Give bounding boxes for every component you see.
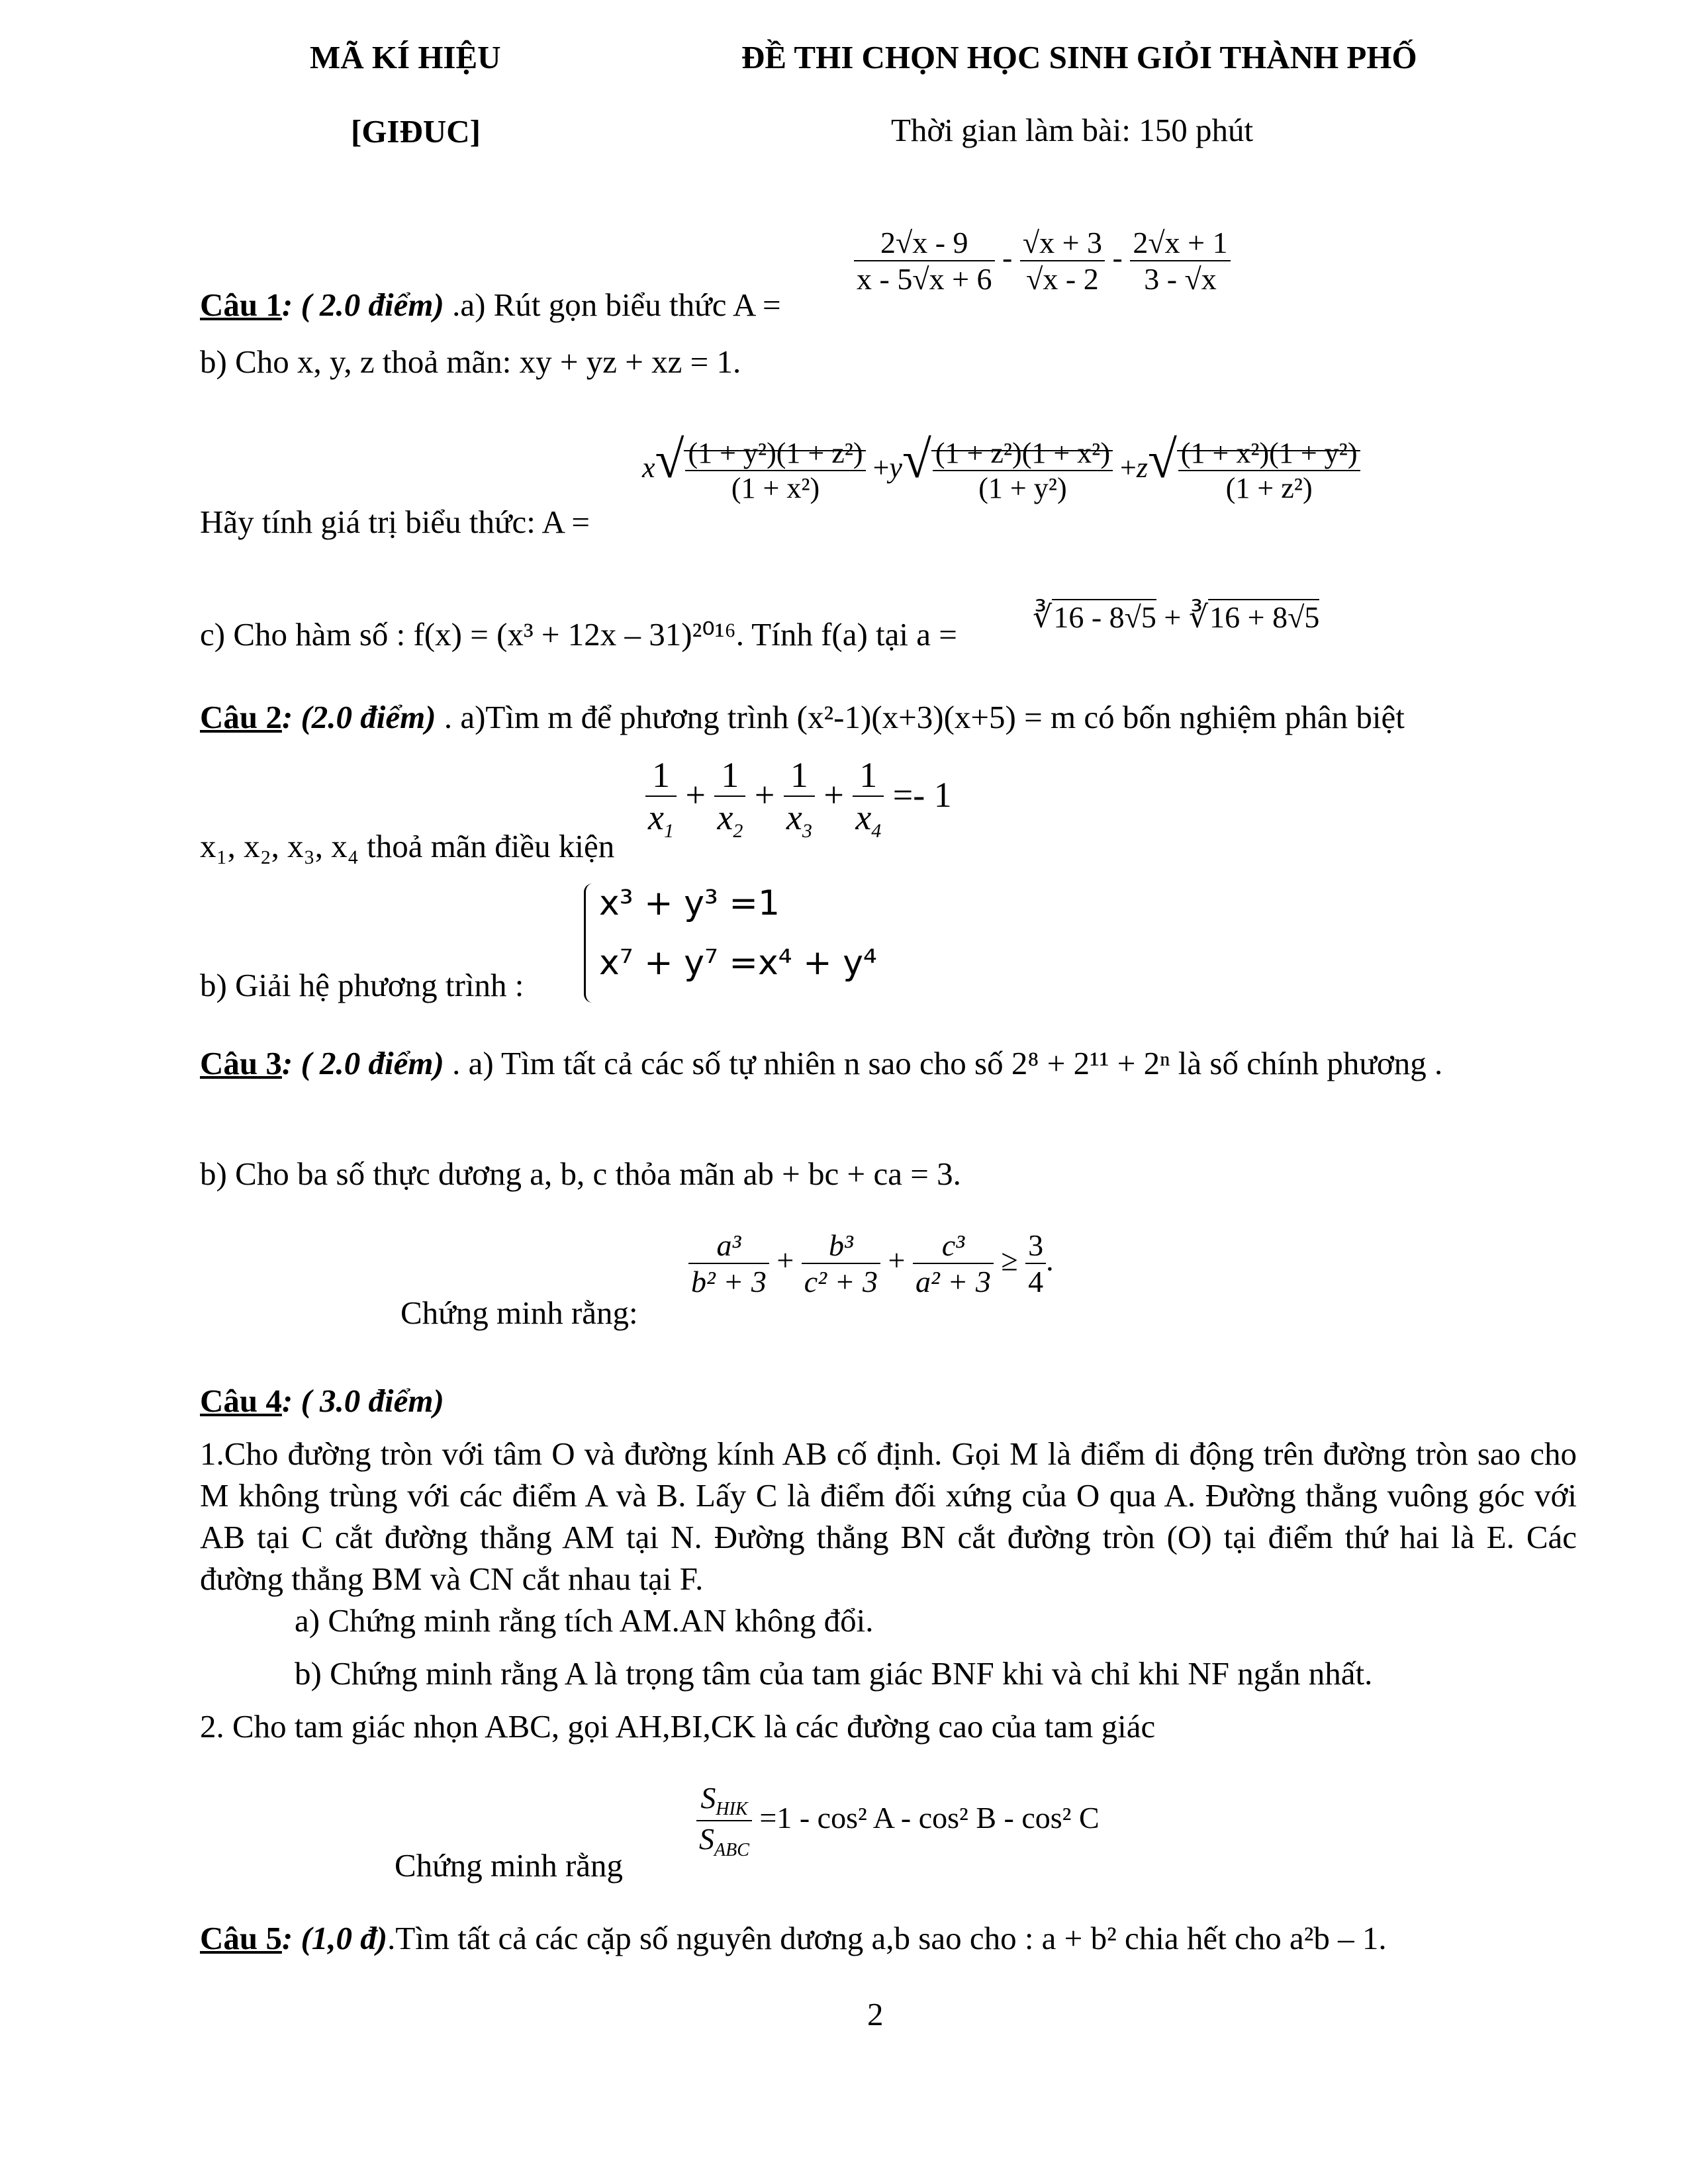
system-brace xyxy=(584,884,592,1003)
q1-part-c: c) Cho hàm số : f(x) = (x³ + 12x – 31)²⁰¹⁶. Tính f(a) tại a = xyxy=(200,616,957,653)
q4-s-num: S xyxy=(700,1781,716,1815)
q2-condition-rhs: =- 1 xyxy=(892,774,952,815)
exam-duration: Thời gian làm bài: 150 phút xyxy=(891,112,1254,148)
q1-rad3-den: (1 + z²) xyxy=(1225,471,1313,504)
q4-s-den-sub: ABC xyxy=(714,1840,749,1861)
q1-part-a: .a) Rút gọn biểu thức A = xyxy=(444,287,781,323)
q3-f1-num: a³ xyxy=(716,1228,741,1262)
q3-inequality: $\frac{\text{a³}}{\text{b² + 3}}$ + $\frac{\text{b³}}{\text{c² + 3}}$ + $\frac{\text{c³}}{\text{a² + 3}}$ ≥ $\frac{3}{4}$ . xyxy=(688,1228,1054,1299)
q4-problem-2: 2. Cho tam giác nhọn ABC, gọi AH,BI,CK là các đường cao của tam giác xyxy=(200,1708,1156,1745)
q2-line-a xyxy=(200,698,1405,736)
q1-cbrt1: 16 - 8√5 xyxy=(1053,600,1156,634)
q5-label: Câu 5 xyxy=(200,1920,282,1956)
q1-expression-b: x√ $\frac{\text{(1 + y²)(1 + z²)}}{\text{(1 + x²)}}$ +y√ $\frac{\text{(1 + z²)(1 + x²)}}{\text{(1 + y²)}}$ +z√ $\frac{\text{(1 + x²)(1 + y²)}}{\text{(1 + z²)}}$ xyxy=(642,430,1360,505)
q4-s-num-sub: HIK xyxy=(716,1799,748,1820)
q3-f2-den: c² + 3 xyxy=(804,1265,878,1298)
q4-problem-1a: a) Chứng minh rằng tích AM.AN không đổi. xyxy=(295,1602,874,1639)
q3-f3-den: a² + 3 xyxy=(915,1265,991,1298)
q3-label: Câu 3 xyxy=(200,1045,282,1081)
exam-code-label: MÃ KÍ HIỆU xyxy=(310,39,501,75)
q3-rhs-num: 3 xyxy=(1028,1228,1044,1262)
q1-frac2-num: √x + 3 xyxy=(1022,226,1103,259)
q2-system-eq2: x⁷ + y⁷ =x⁴ + y⁴ xyxy=(599,943,877,983)
q1-frac3 xyxy=(1130,225,1230,296)
q2-condition: x₁, x₂, x₃, x₄ thoả mãn điều kiện xyxy=(200,828,615,864)
q1-label: Câu 1 xyxy=(200,287,282,323)
q2-part-a: . a)Tìm m để phương trình (x²-1)(x+3)(x+5) = m có bốn nghiệm phân biệt xyxy=(436,699,1405,735)
q4-heading xyxy=(200,1382,444,1420)
q4-points: : ( 3.0 điểm) xyxy=(281,1383,444,1419)
q1-expression-a: $\frac{2√x - 9}{x - 5√x + 6}$ - $\frac{√x + 3}{√x - 2}$ - $\frac{2√x + 1}{3 - √x}$ xyxy=(854,225,1231,296)
q4-area-rhs: =1 - cos² A - cos² B - cos² C xyxy=(759,1800,1100,1835)
page-number: 2 xyxy=(867,1996,884,2032)
q4-label: Câu 4 xyxy=(200,1383,282,1419)
q2-reciprocal-sum: $\frac{1}{x_1}$ + $\frac{1}{x_2}$ + $\frac{1}{x_3}$ + $\frac{1}{x_4}$ =- 1 xyxy=(645,754,952,842)
q3-points: : ( 2.0 điểm) xyxy=(281,1045,444,1081)
exam-title: ĐỀ THI CHỌN HỌC SINH GIỎI THÀNH PHỐ xyxy=(741,39,1417,75)
q3-line-a xyxy=(200,1044,1442,1082)
q1-rad1-den: (1 + x²) xyxy=(731,471,820,504)
q1-line-a xyxy=(200,286,781,324)
q2-system-eq1: x³ + y³ =1 xyxy=(599,884,780,923)
q1-rad2-den: (1 + y²) xyxy=(978,471,1067,504)
q4-s-den: S xyxy=(699,1822,714,1856)
q1-frac2 xyxy=(1020,225,1105,296)
exam-code-tag: [GIĐUC] xyxy=(351,113,481,150)
q3-part-a: . a) Tìm tất cả các số tự nhiên n sao cho số 2⁸ + 2¹¹ + 2ⁿ là số chính phương . xyxy=(444,1045,1443,1081)
q1-expression-c: ∛16 - 8√5 + ∛16 + 8√5 xyxy=(1033,600,1320,634)
q1-frac1-den: x - 5√x + 6 xyxy=(857,262,992,296)
q3-rhs-den: 4 xyxy=(1028,1265,1044,1298)
q1-frac2-den: √x - 2 xyxy=(1026,262,1099,296)
q2-points: : (2.0 điểm) xyxy=(281,699,436,735)
q4-area-formula xyxy=(696,1780,1100,1861)
q1-frac1 xyxy=(854,225,995,296)
q3-f2-num: b³ xyxy=(829,1228,853,1262)
q1-frac1-num: 2√x - 9 xyxy=(880,226,968,259)
q1-frac3-num: 2√x + 1 xyxy=(1133,226,1228,259)
q4-problem-1b: b) Chứng minh rằng A là trọng tâm của tam giác BNF khi và chỉ khi NF ngắn nhất. xyxy=(295,1655,1373,1692)
q5-text: .Tìm tất cả các cặp số nguyên dương a,b sao cho : a + b² chia hết cho a²b – 1. xyxy=(387,1920,1387,1956)
q3-f3-num: c³ xyxy=(941,1228,965,1262)
q2-part-b: b) Giải hệ phương trình : xyxy=(200,967,524,1003)
q1-rad1-num: (1 + y²)(1 + z²) xyxy=(688,436,863,469)
q1-rad2-num: (1 + z²)(1 + x²) xyxy=(935,436,1111,469)
q3-prove-label: Chứng minh rằng: xyxy=(400,1295,638,1331)
q3-part-b: b) Cho ba số thực dương a, b, c thỏa mãn ab + bc + ca = 3. xyxy=(200,1156,961,1192)
q4-problem-1: 1.Cho đường tròn với tâm O và đường kính AB cố định. Gọi M là điểm di động trên đường tròn sao cho M không trùng với các điểm A và B. Lấy C là điểm đối xứng của O qua A. Đường thẳng vuông góc với AB tại C cắt đường thẳng AM tại N. Đường thẳng BN cắt đường tròn (O) tại điểm thứ hai là E. Các đường thẳng BM và CN cắt nhau tại F. xyxy=(200,1435,1577,1597)
q1-part-b: b) Cho x, y, z thoả mãn: xy + yz + xz = 1. xyxy=(200,343,741,380)
q1-points: : ( 2.0 điểm) xyxy=(281,287,444,323)
q1-cbrt2: 16 + 8√5 xyxy=(1209,600,1320,634)
q1-frac3-den: 3 - √x xyxy=(1144,262,1217,296)
q5-points: : (1,0 đ) xyxy=(281,1920,388,1956)
q3-f1-den: b² + 3 xyxy=(691,1265,767,1298)
q5-line xyxy=(200,1919,1387,1957)
q1-part-b2: Hãy tính giá trị biểu thức: A = xyxy=(200,504,590,540)
q2-label: Câu 2 xyxy=(200,699,282,735)
q4-prove-label: Chứng minh rằng xyxy=(395,1847,624,1884)
q1-rad3-num: (1 + x²)(1 + y²) xyxy=(1180,436,1358,469)
